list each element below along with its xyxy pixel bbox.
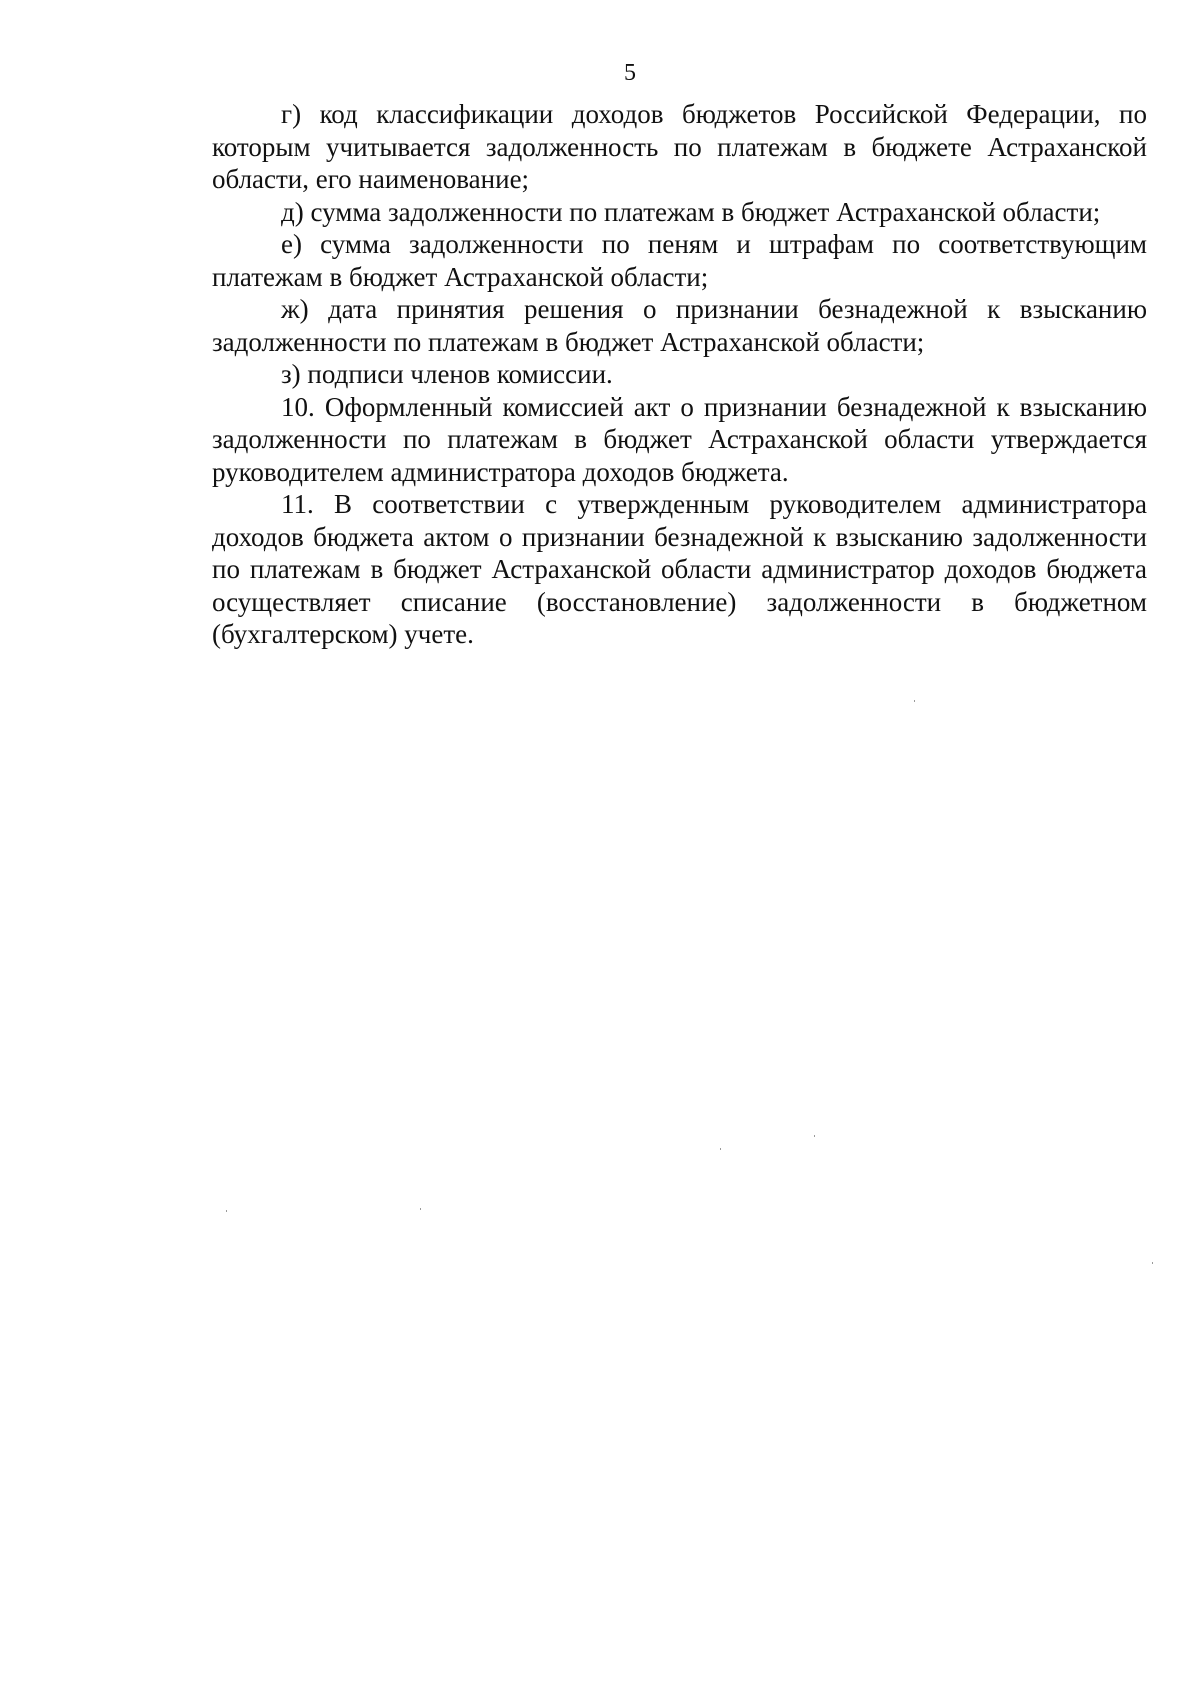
- scan-speck: [1152, 1262, 1153, 1264]
- scan-speck: [720, 1148, 721, 1150]
- scan-speck: [420, 1208, 421, 1210]
- paragraph-e: е) сумма задолженности по пеням и штрафам по соответствующим платежам в бюджет Астраханской области;: [212, 229, 1147, 292]
- page-number: 5: [624, 60, 636, 86]
- paragraph-zh: ж) дата принятия решения о признании безнадежной к взысканию задолженности по платежам в бюджет Астраханской области;: [212, 294, 1147, 357]
- document-body: [212, 98, 1147, 651]
- paragraph-10: 10. Оформленный комиссией акт о признании безнадежной к взысканию задолженности по платежам в бюджет Астраханской области утверждается руководителем администратора доходов бюджета.: [212, 391, 1147, 487]
- paragraph-g: г) код классификации доходов бюджетов Российской Федерации, по которым учитывается задолженность по платежам в бюджете Астраханской области, его наименование;: [212, 99, 1147, 194]
- paragraph-11: 11. В соответствии с утвержденным руководителем администратора доходов бюджета актом о признании безнадежной к взысканию задолженности по платежам в бюджет Астраханской области администратор доходов бюджета осуществляет списание (восстановление) задолженности в бюджетном (бухгалтерском) учете.: [212, 489, 1147, 649]
- paragraph-d: д) сумма задолженности по платежам в бюджет Астраханской области;: [281, 196, 1101, 227]
- paragraph-z: з) подписи членов комиссии.: [281, 359, 613, 389]
- scan-speck: [814, 1135, 815, 1137]
- scan-speck: [914, 700, 915, 702]
- scan-speck: [226, 1210, 227, 1212]
